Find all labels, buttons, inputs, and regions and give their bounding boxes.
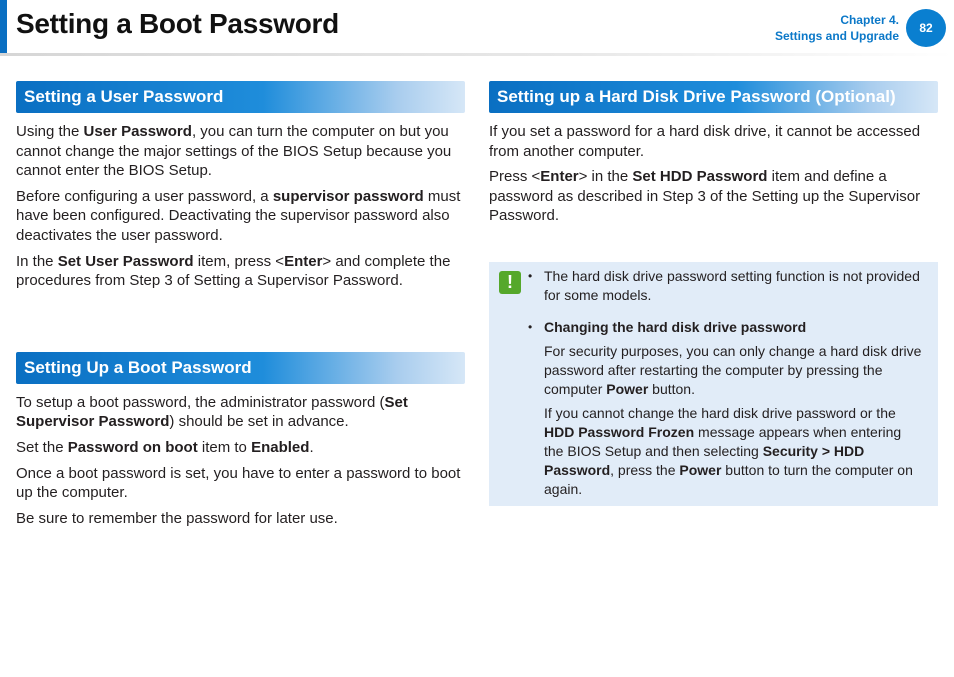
bold-term: Power — [606, 381, 649, 397]
bold-term: Power — [679, 462, 722, 478]
bold-term: Enter — [284, 252, 323, 270]
bold-term: User Password — [83, 123, 192, 140]
section-heading-boot-password: Setting Up a Boot Password — [16, 352, 465, 384]
page-number-badge: 82 — [906, 9, 946, 47]
bold-term: Password on boot — [67, 438, 198, 456]
text-run: item to — [197, 438, 252, 456]
text-run: If you cannot change the hard disk drive password or the — [544, 405, 896, 421]
note-item-2-paragraph-2 — [544, 404, 924, 499]
user-password-paragraph-3 — [16, 252, 465, 291]
note-item-1: The hard disk drive password setting function is not provided for some models. — [544, 268, 920, 303]
hdd-password-paragraph-1: If you set a password for a hard disk drive, it cannot be accessed from another computer. — [489, 123, 921, 160]
header-accent-bar — [0, 0, 7, 53]
left-column — [16, 81, 465, 528]
boot-password-paragraph-2 — [16, 438, 465, 458]
text-run: item, press < — [193, 252, 285, 270]
bold-term: Set User Password — [57, 252, 194, 270]
bold-term: Enabled — [251, 438, 310, 456]
text-run: ) should be set in advance. — [169, 413, 349, 431]
text-run: Before configuring a user password, a — [16, 187, 273, 205]
page-title: Setting a Boot Password — [16, 8, 339, 39]
text-run: Using the — [16, 123, 84, 140]
text-run: > in the — [578, 168, 633, 186]
chapter-label — [775, 12, 899, 44]
bold-term: supervisor password — [272, 187, 424, 205]
text-run: button. — [648, 381, 695, 397]
text-run: > and complete the procedures from Step 3 of Setting a Supervisor Password. — [16, 252, 451, 290]
note-item-2-title — [544, 318, 924, 337]
bold-term: Enter — [540, 168, 579, 186]
right-column — [489, 81, 938, 226]
text-run: message appears when entering the BIOS Setup and then selecting — [544, 424, 902, 459]
text-run: , you can turn the computer on but you cannot change the major settings of the BIOS Setup because you cannot enter the BIOS Setup. — [16, 123, 452, 180]
user-password-paragraph-1 — [16, 122, 465, 181]
exclamation-icon: ! — [499, 271, 521, 294]
chapter-number: Chapter 4. — [840, 13, 899, 27]
text-run: item and define a password as described in Step 3 of the Setting up the Supervisor Password. — [489, 168, 921, 225]
section-heading-hdd-password: Setting up a Hard Disk Drive Password (Optional) — [489, 81, 938, 113]
bold-term: Set Supervisor Password — [16, 393, 408, 431]
caution-note-box — [489, 262, 938, 506]
text-run: must have been configured. Deactivating the supervisor password also deactivates the user password. — [16, 187, 461, 244]
text-run: Press < — [489, 168, 541, 186]
note-item-2-paragraph-1 — [544, 342, 924, 399]
boot-password-paragraph-4: Be sure to remember the password for later use. — [16, 509, 338, 527]
bold-term: Security > HDD Password — [544, 443, 865, 478]
text-run: In the — [16, 252, 58, 270]
text-run: . — [309, 438, 314, 456]
text-run: button to turn the computer on again. — [544, 462, 913, 497]
boot-password-paragraph-3: Once a boot password is set, you have to enter a password to boot up the computer. — [16, 464, 461, 502]
bold-term: Set HDD Password — [632, 168, 768, 186]
chapter-title: Settings and Upgrade — [774, 29, 899, 43]
text-run: Set the — [16, 438, 68, 456]
bullet-icon: • — [528, 320, 533, 334]
header-divider — [0, 53, 954, 56]
bold-term: Changing the hard disk drive password — [544, 319, 807, 335]
bullet-icon: • — [528, 269, 533, 283]
bold-term: HDD Password Frozen — [544, 424, 695, 440]
user-password-paragraph-2 — [16, 187, 465, 246]
text-run: To setup a boot password, the administrator password ( — [16, 393, 385, 411]
boot-password-paragraph-1 — [16, 393, 465, 432]
text-run: For security purposes, you can only change a hard disk drive password after restarting the computer by pressing the computer — [544, 343, 922, 397]
hdd-password-paragraph-2 — [489, 167, 938, 226]
section-heading-user-password: Setting a User Password — [16, 81, 465, 113]
text-run: , press the — [610, 462, 680, 478]
